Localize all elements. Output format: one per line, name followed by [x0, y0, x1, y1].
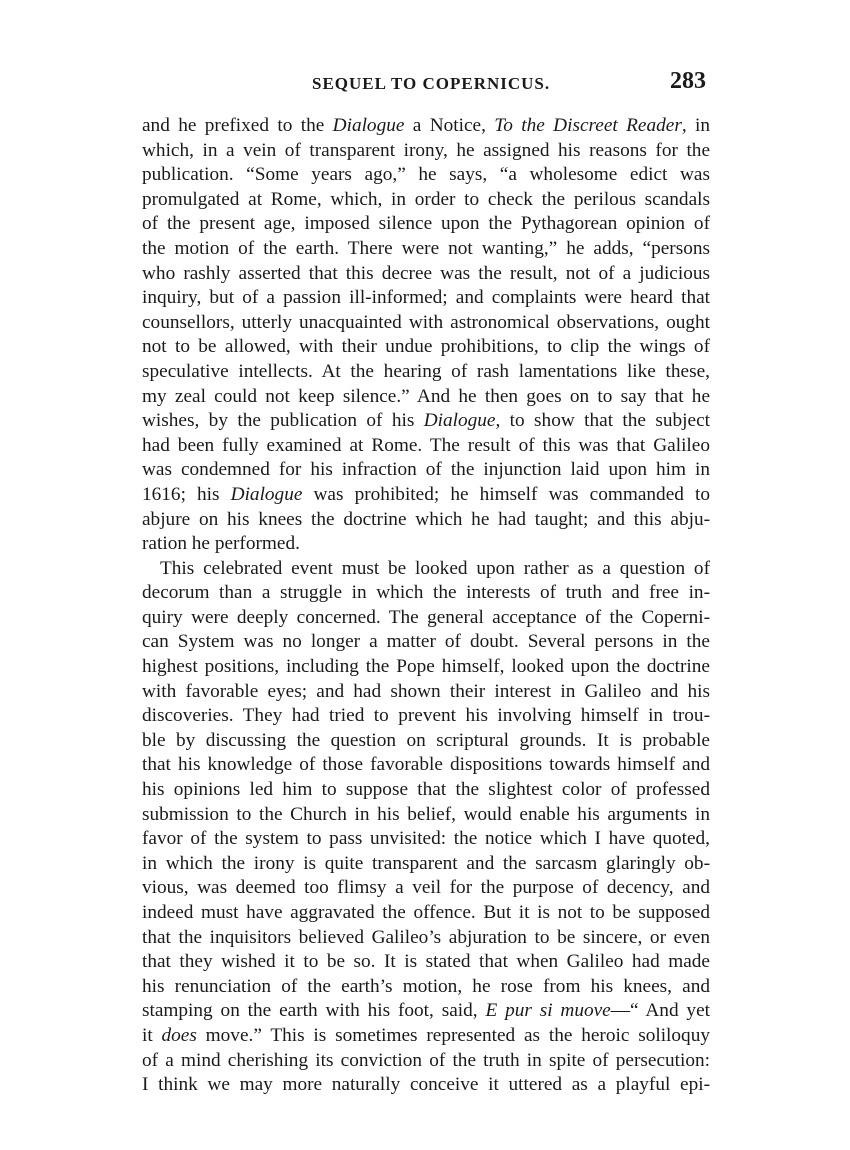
text-line — [142, 753, 710, 778]
text-segment: can System was no longer a matter of doubt. Several persons in the — [142, 631, 710, 653]
text-line — [142, 212, 710, 237]
text-segment: a Notice, — [404, 115, 495, 136]
text-line — [142, 385, 710, 410]
text-segment: favor of the system to pass unvisited: the notice which I have quoted, — [142, 828, 710, 850]
text-line — [142, 508, 710, 533]
text-segment: that they wished it to be so. It is stated that when Galileo had made — [142, 951, 710, 973]
text-segment: that the inquisitors believed Galileo’s abjuration to be sincere, or even — [142, 926, 710, 948]
text-line — [142, 999, 710, 1024]
text-line — [142, 778, 710, 803]
text-line — [142, 975, 710, 1000]
text-segment: submission to the Church in his belief, would enable his arguments in — [142, 803, 710, 825]
text-line — [142, 655, 710, 680]
text-line — [142, 532, 710, 557]
text-line — [142, 237, 710, 262]
text-segment: inquiry, but of a passion ill-informed; and complaints were heard that — [142, 287, 710, 309]
text-segment: vious, was deemed too flimsy a veil for the purpose of decency, and — [142, 877, 710, 899]
italic-text: To the Discreet Reader — [494, 115, 682, 136]
text-line — [142, 1073, 710, 1098]
text-segment: of a mind cherishing its conviction of the truth in spite of persecution: — [142, 1049, 710, 1071]
text-line — [142, 1024, 710, 1049]
page-number: 283 — [670, 68, 706, 94]
text-line — [142, 803, 710, 828]
text-line — [142, 581, 710, 606]
text-line — [142, 311, 710, 336]
italic-text: Dialogue — [423, 410, 496, 432]
text-segment: was prohibited; he himself was commanded to — [302, 483, 710, 505]
text-segment: was condemned for his infraction of the injunction laid upon him in — [142, 459, 710, 481]
text-line — [142, 876, 710, 901]
text-segment: the motion of the earth. There were not wanting,” he adds, “persons — [142, 237, 710, 259]
text-line — [142, 114, 710, 139]
text-segment: —“ And yet — [610, 1000, 710, 1022]
text-line — [142, 483, 710, 508]
text-segment: This celebrated event must be looked upon rather as a question of — [160, 557, 710, 579]
text-line — [142, 335, 710, 360]
text-line — [142, 262, 710, 287]
text-line — [142, 680, 710, 705]
text-line — [142, 901, 710, 926]
text-segment: of the present age, imposed silence upon the Pythagorean opinion of — [142, 213, 710, 235]
italic-text: Dialogue — [332, 115, 405, 136]
text-segment: it — [142, 1024, 162, 1046]
text-segment: quiry were deeply concerned. The general acceptance of the Coperni- — [142, 606, 710, 628]
text-segment: 1616; his — [142, 483, 231, 505]
body-text — [142, 114, 710, 1098]
text-segment: promulgated at Rome, which, in order to check the perilous scandals — [142, 188, 710, 210]
italic-text: E pur si muove — [485, 1000, 611, 1022]
text-line — [142, 458, 710, 483]
text-segment: not to be allowed, with their undue prohibitions, to clip the wings of — [142, 336, 710, 358]
italic-text: Dialogue — [230, 483, 303, 505]
text-line — [142, 926, 710, 951]
text-line — [142, 950, 710, 975]
text-line — [142, 606, 710, 631]
text-segment: his renunciation of the earth’s motion, he rose from his knees, and — [142, 975, 710, 997]
running-head — [142, 68, 708, 102]
text-line — [142, 163, 710, 188]
text-segment: in which the irony is quite transparent and the sarcasm glaringly ob- — [142, 852, 710, 874]
text-line — [142, 409, 710, 434]
text-line — [142, 630, 710, 655]
text-segment: his opinions led him to suppose that the slightest color of professed — [142, 779, 710, 801]
text-segment: my zeal could not keep silence.” And he then goes on to say that he — [142, 385, 710, 407]
text-segment: , to show that the subject — [495, 410, 710, 432]
text-line — [142, 704, 710, 729]
text-line — [142, 729, 710, 754]
text-line — [142, 139, 710, 164]
text-line — [142, 286, 710, 311]
text-line — [142, 360, 710, 385]
text-line — [142, 434, 710, 459]
text-segment: highest positions, including the Pope himself, looked upon the doctrine — [142, 656, 710, 678]
text-segment: I think we may more naturally conceive it uttered as a playful epi- — [142, 1074, 710, 1096]
text-segment: had been fully examined at Rome. The result of this was that Galileo — [142, 434, 710, 456]
text-segment: discoveries. They had tried to prevent his involving himself in trou- — [142, 705, 710, 727]
text-segment: decorum than a struggle in which the interests of truth and free in- — [142, 582, 710, 604]
text-segment: wishes, by the publication of his — [142, 410, 424, 432]
text-segment: publication. “Some years ago,” he says, “a wholesome edict was — [142, 164, 710, 186]
text-segment: ration he performed. — [142, 533, 300, 555]
text-segment: who rashly asserted that this decree was the result, not of a judicious — [142, 262, 710, 284]
text-segment: , in — [681, 115, 711, 136]
text-segment: abjure on his knees the doctrine which he had taught; and this abju- — [142, 508, 710, 530]
text-segment: stamping on the earth with his foot, said, — [142, 1000, 486, 1022]
italic-text: does — [161, 1024, 197, 1046]
text-line — [142, 557, 710, 582]
text-line — [142, 188, 710, 213]
text-segment: indeed must have aggravated the offence. But it is not to be supposed — [142, 902, 710, 923]
running-title: SEQUEL TO COPERNICUS. — [312, 74, 551, 93]
text-line — [142, 1049, 710, 1074]
text-segment: that his knowledge of those favorable dispositions towards himself and — [142, 754, 710, 776]
text-segment: which, in a vein of transparent irony, he assigned his reasons for the — [142, 139, 710, 161]
text-segment: and he prefixed to the — [142, 115, 333, 136]
text-segment: with favorable eyes; and had shown their interest in Galileo and his — [142, 680, 710, 702]
text-segment: move.” This is sometimes represented as the heroic soliloquy — [196, 1024, 710, 1046]
text-segment: speculative intellects. At the hearing of rash lamentations like these, — [142, 360, 710, 382]
text-line — [142, 852, 710, 877]
text-segment: counsellors, utterly unacquainted with astronomical observations, ought — [142, 311, 710, 333]
text-line — [142, 827, 710, 852]
text-segment: ble by discussing the question on scriptural grounds. It is probable — [142, 729, 710, 751]
